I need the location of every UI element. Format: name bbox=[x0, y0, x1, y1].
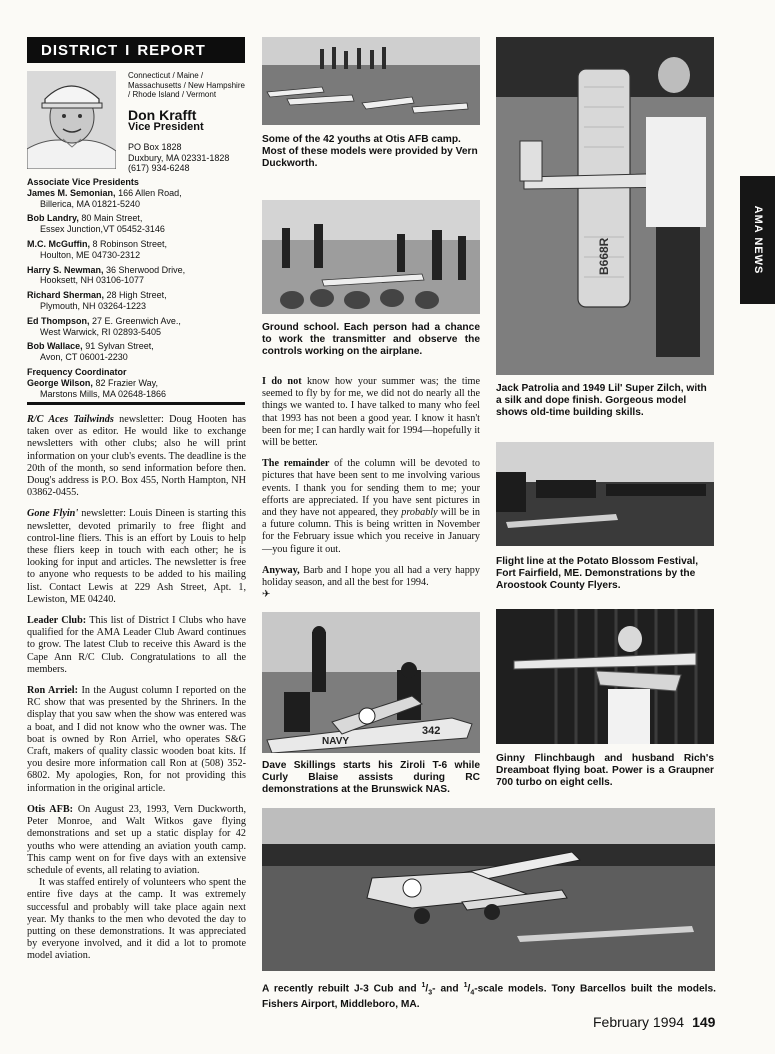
paragraph bbox=[262, 565, 480, 602]
assoc-name: Bob Wallace, bbox=[27, 341, 83, 352]
t6-number-label: 342 bbox=[422, 725, 441, 737]
assoc-name: Bob Landry, bbox=[27, 213, 79, 224]
assoc-street: 166 Allen Road, bbox=[118, 187, 182, 198]
paragraph-lead: Ron Arriel: bbox=[27, 685, 78, 697]
vp-address-line: PO Box 1828 bbox=[128, 142, 182, 152]
assoc-entry bbox=[27, 290, 247, 312]
paragraph-lead: Anyway, bbox=[262, 564, 300, 576]
paragraph bbox=[27, 615, 246, 676]
paragraph bbox=[27, 508, 246, 606]
paragraph-text: know how your summer was; the time seemed to fly by for me, we did not do nearly all the things we wanted to. I have talked to many who feel that 1993 has not been a good year. I know it hasn't been for me; I can hardly wait for 1994—hopefully it will be better. bbox=[262, 376, 480, 449]
header-district: DISTRICT bbox=[41, 41, 119, 59]
caption-cub-text: A recently rebuilt J-3 Cub and bbox=[262, 983, 422, 995]
fraction-denominator: 4 bbox=[470, 989, 475, 997]
assoc-city: Billerica, MA 01821-5240 bbox=[40, 198, 141, 209]
paragraph-lead: The remainder bbox=[262, 458, 330, 470]
paragraph: It was staffed entirely of volunteers who spent the entire five days at the camp. It was extremely successful and probably will take place again next year. My thanks to the men who devoted the day to putting on these demonstrations. It was appreciated by everyone involved, and it did a lot to promote model aviation. bbox=[27, 877, 246, 962]
caption-ginny: Ginny Flinchbaugh and husband Rich's Dreamboat flying boat. Power is a Graupner 700 turbo on eight cells. bbox=[496, 753, 714, 788]
paragraph-lead: R/C Aces Tailwinds bbox=[27, 414, 114, 425]
page-footer bbox=[593, 1014, 715, 1030]
assoc-entry bbox=[27, 213, 247, 235]
vp-address-line: Duxbury, MA 02331-1828 bbox=[128, 152, 230, 163]
header-report: REPORT bbox=[137, 41, 206, 59]
vp-address bbox=[128, 142, 258, 174]
vp-title: Vice President bbox=[128, 121, 204, 133]
caption-cub-text: - and bbox=[432, 983, 464, 995]
assoc-name: James M. Semonian, bbox=[27, 187, 116, 198]
caption-dave: Dave Skillings starts his Ziroli T-6 while Curly Blaise assists during RC demonstrations at the Brunswick NAS. bbox=[262, 760, 480, 795]
section-header bbox=[27, 37, 245, 63]
paragraph-text: newsletter: Louis Dineen is starting this newsletter, devoted primarily to free flight and control-line fliers. This is an effort by Louis to help these fliers keep in touch with each other; he is looking for input and articles. The newsletter is free to anyone who requests to be added to his mailing list. Contact Lewis at 229 Ash Street, Apt. 1, Lewiston, ME 04240. bbox=[27, 508, 246, 605]
caption-flight-line: Flight line at the Potato Blossom Festival, Fort Fairfield, ME. Demonstrations by the Aroostook County Flyers. bbox=[496, 556, 699, 591]
photo-flight-line bbox=[496, 442, 714, 546]
paragraph-text: of the column will be devoted to pictures that have been sent to me involving various events. I thank you for sending them to me; your efforts are appreciated. If you have sent pictures in and they have not appeared, they bbox=[262, 458, 480, 519]
section-divider bbox=[27, 402, 245, 405]
vp-regions: Connecticut / Maine / Massachusetts / New Hampshire / Rhode Island / Vermont bbox=[128, 71, 245, 99]
paragraph-text: This list of District I Clubs who have qualified for the AMA Leader Club Award continues to grow. The latest Club to receive this Award is the Cape Ann R/C Club. Congratulations to all the members. bbox=[27, 615, 246, 675]
paragraph-lead: I do not bbox=[262, 376, 302, 387]
jack-registration-label: B668R bbox=[597, 237, 611, 275]
paragraph bbox=[27, 685, 246, 795]
caption-cub-text: -scale models. Tony Barcellos built the models. Fishers Airport, Middleboro, MA. bbox=[262, 983, 716, 1011]
assoc-name: Harry S. Newman, bbox=[27, 264, 104, 275]
article-column-1 bbox=[27, 414, 246, 972]
caption-ground-school: Ground school. Each person had a chance to work the transmitter and observe the controls working on the airplane. bbox=[262, 322, 480, 357]
associate-vp-list bbox=[27, 177, 247, 399]
caption-cub: A recently rebuilt J-3 Cub and $^1/_3-$ and $^1/_4$-scale models. Tony Barcellos built the models. Fishers Airport, Middleboro, MA. bbox=[262, 982, 716, 1011]
paragraph bbox=[262, 458, 480, 556]
ama-news-tab bbox=[740, 176, 775, 304]
paragraph-text: newsletter: Doug Hooten has taken over as editor. He would like to exchange newsletters with other clubs; also he will print information on your club's events. The deadline is the 20th of the month, so send information before then. Doug's address is P.O. Box 455, North Hampton, NH 03862-0455. bbox=[27, 414, 246, 499]
frequency-name: George Wilson, bbox=[27, 377, 93, 388]
paragraph-lead: Otis AFB: bbox=[27, 803, 74, 815]
assoc-entry bbox=[27, 265, 247, 287]
fraction-numerator: 1 bbox=[463, 982, 468, 989]
caption-otis: Some of the 42 youths at Otis AFB camp. Most of these models were provided by Vern Duckworth. bbox=[262, 134, 478, 169]
assoc-entry bbox=[27, 239, 247, 261]
paragraph-text: Barb and I hope you all had a very happy holiday season, and all the best for 1994. bbox=[262, 564, 480, 589]
paragraph-lead: Gone Flyin' bbox=[27, 508, 79, 520]
photo-j3-cub bbox=[262, 808, 715, 971]
photo-ginny bbox=[496, 609, 714, 744]
paragraph bbox=[27, 804, 246, 877]
assoc-entry bbox=[27, 341, 247, 363]
assoc-street: 8 Robinson Street, bbox=[92, 238, 168, 249]
assoc-city: Hooksett, NH 03106-1077 bbox=[40, 275, 145, 286]
paragraph-text: will be in a future column. This is being written in November for the February issue which you receive in January—you figure it out. bbox=[262, 507, 480, 555]
paragraph-text: On August 23, 1993, Vern Duckworth, Peter Monroe, and Walt Witkos gave flying demonstrations and set up a static display for 42 youths who were attending an aviation youth camp. This camp went on for five days with an extensive schedule of events, all relating to aviation. bbox=[27, 803, 246, 876]
assoc-entry bbox=[27, 188, 247, 210]
assoc-city: Avon, CT 06001-2230 bbox=[40, 352, 128, 363]
caption-jack: Jack Patrolia and 1949 Lil' Super Zilch, with a silk and dope finish. Gorgeous model shows old-time building skills. bbox=[496, 383, 707, 418]
photo-ground-school bbox=[262, 200, 480, 314]
assoc-city: Houlton, ME 04730-2312 bbox=[40, 249, 141, 260]
end-mark-icon: ✈ bbox=[262, 589, 271, 601]
assoc-city: Plymouth, NH 03264-1223 bbox=[40, 300, 147, 311]
frequency-entry bbox=[27, 378, 247, 400]
vp-portrait bbox=[27, 71, 116, 169]
photo-jack-patrolia bbox=[496, 37, 714, 375]
assoc-entry bbox=[27, 316, 247, 338]
vp-phone: (617) 934-6248 bbox=[128, 163, 190, 173]
fraction-denominator: 3 bbox=[428, 989, 433, 997]
assoc-name: Richard Sherman, bbox=[27, 290, 105, 301]
paragraph-lead: Leader Club: bbox=[27, 615, 87, 627]
fraction-numerator: 1 bbox=[421, 982, 426, 989]
assoc-city: Essex Junction,VT 05452-3146 bbox=[40, 224, 165, 235]
paragraph bbox=[27, 414, 246, 499]
assoc-street: 80 Main Street, bbox=[81, 213, 143, 224]
assoc-street: 91 Sylvan Street, bbox=[85, 341, 154, 352]
paragraph-emphasis: probably bbox=[401, 507, 438, 519]
frequency-city: Marstons Mills, MA 02648-1866 bbox=[40, 388, 167, 399]
photo-dave-skillings bbox=[262, 612, 480, 753]
photo-otis-camp bbox=[262, 37, 480, 125]
paragraph bbox=[262, 376, 480, 449]
page-number: 149 bbox=[692, 1014, 716, 1030]
assoc-name: M.C. McGuffin, bbox=[27, 238, 90, 249]
assoc-city: West Warwick, RI 02893-5405 bbox=[40, 326, 162, 337]
ama-news-label: AMA NEWS bbox=[751, 205, 764, 275]
vp-name: Don Krafft bbox=[128, 107, 197, 123]
frequency-heading: Frequency Coordinator bbox=[27, 366, 127, 377]
header-separator: I bbox=[125, 41, 131, 59]
assoc-street: 27 E. Greenwich Ave., bbox=[92, 315, 181, 326]
issue-date: February 1994 bbox=[593, 1014, 685, 1030]
frequency-street: 82 Frazier Way, bbox=[95, 377, 158, 388]
assoc-street: 36 Sherwood Drive, bbox=[106, 264, 186, 275]
article-column-2 bbox=[262, 376, 480, 610]
assoc-name: Ed Thompson, bbox=[27, 315, 90, 326]
assoc-street: 28 High Street, bbox=[106, 290, 167, 301]
t6-navy-label: NAVY bbox=[322, 736, 350, 747]
paragraph-text: In the August column I reported on the RC show that was presented by the Shriners. In the display that you saw when the show was entered was a boat, and I did not know who the owner was. The boat is owned by Ron Arriel, who operates S&G Craft, makers of quality classic wooden boat kits. If you desire more information call Ron at (508) 352-6802. My apologies, Ron, for not providing this information in the original article. bbox=[27, 685, 247, 794]
assoc-heading: Associate Vice Presidents bbox=[27, 177, 139, 187]
